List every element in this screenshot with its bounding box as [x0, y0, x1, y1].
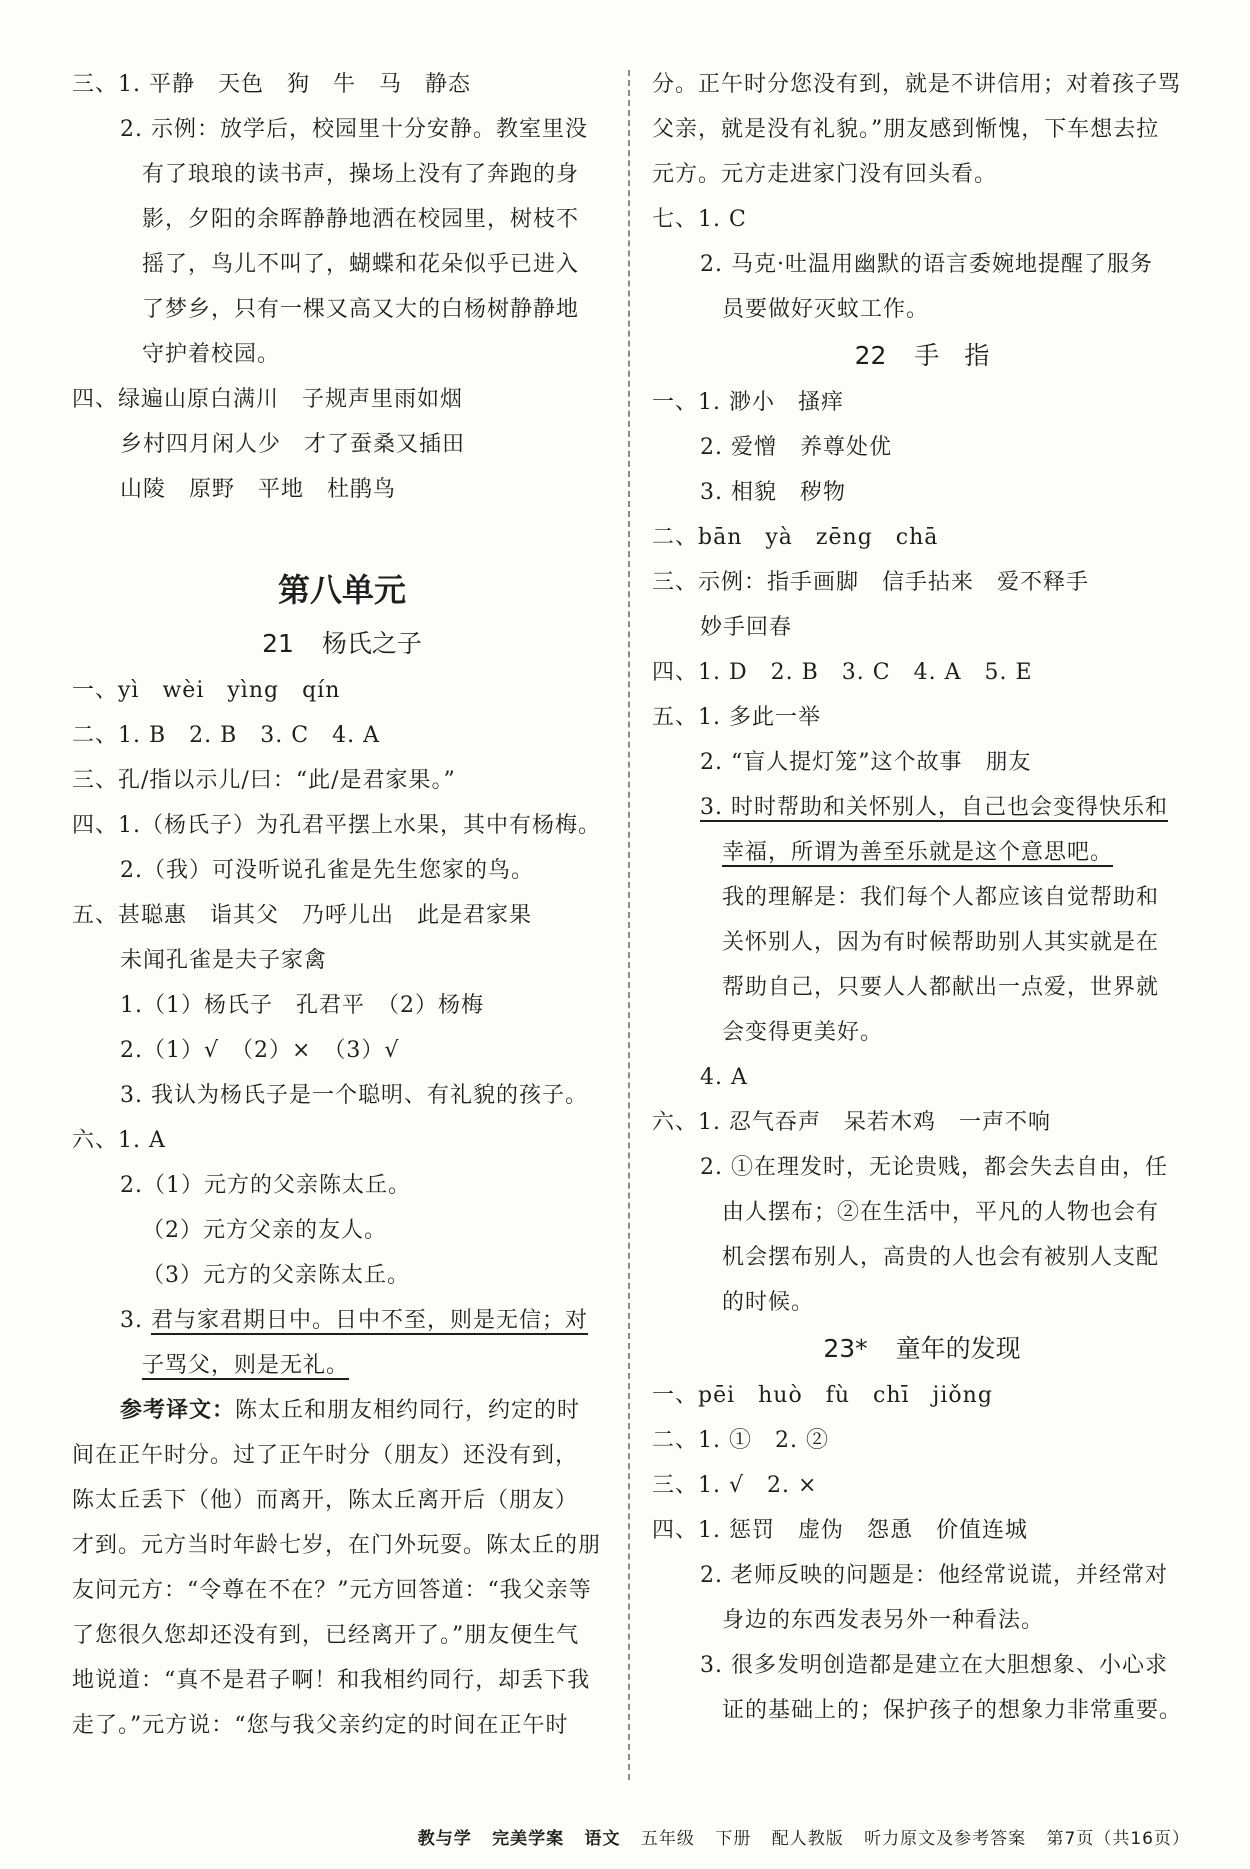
translation-line: 走了。”元方说：“您与我父亲约定的时间在正午时: [72, 1713, 569, 1738]
translation-line: 地说道：“真不是君子啊！和我相约同行，却丢下我: [72, 1668, 591, 1693]
answer-line: 2. 爱憎 养尊处优: [700, 435, 892, 460]
lesson-title: 手 指: [914, 341, 990, 370]
answer-line: 五、1. 多此一举: [652, 705, 821, 730]
lesson-number: 22: [854, 341, 887, 370]
answer-line: 的时候。: [722, 1290, 815, 1315]
lesson-title: 童年的发现: [895, 1334, 1021, 1363]
answer-line: 六、1. A: [72, 1128, 166, 1153]
answer-line: 2. ①在理发时，无论贵贱，都会失去自由，任: [700, 1155, 1168, 1180]
answer-line: 2.（1）元方的父亲陈太丘。: [120, 1173, 411, 1198]
answer-line: 1.（1）杨氏子 孔君平 （2）杨梅: [120, 993, 484, 1018]
answer-line: 四、1.（杨氏子）为孔君平摆上水果，其中有杨梅。: [72, 813, 601, 838]
answer-line: 四、1. 惩罚 虚伪 怨恿 价值连城: [652, 1518, 1028, 1543]
footer-edition: 配人教版: [771, 1829, 844, 1849]
answer-line: 七、1. C: [652, 207, 747, 232]
answer-line: 机会摆布别人，高贵的人也会有被别人支配: [722, 1245, 1160, 1270]
answer-line: 山陵 原野 平地 杜鹃鸟: [120, 477, 397, 502]
footer-section: 听力原文及参考答案: [864, 1829, 1027, 1849]
answer-line: 会变得更美好。: [722, 1020, 884, 1045]
answer-line: 员要做好灭蚊工作。: [722, 297, 930, 322]
answer-line: 五、甚聪惠 诣其父 乃呼儿出 此是君家果: [72, 903, 533, 928]
translation-line: 元方。元方走进家门没有回头看。: [652, 162, 998, 187]
lesson-heading: [652, 332, 1192, 380]
lesson-heading: [72, 620, 612, 668]
translation-label: 参考译文：: [120, 1397, 236, 1423]
answer-line: 我的理解是：我们每个人都应该自觉帮助和: [722, 885, 1160, 910]
answer-line: 影，夕阳的余晖静静地洒在校园里，树枝不: [142, 207, 580, 232]
answer-line: 2. “盲人提灯笼”这个故事 朋友: [700, 750, 1032, 775]
answer-line: 妙手回春: [700, 615, 793, 640]
underlined-answer: 幸福，所谓为善至乐就是这个意思吧。: [722, 840, 1114, 865]
lesson-title: 杨氏之子: [321, 629, 422, 658]
answer-line: 由人摆布；②在生活中，平凡的人物也会有: [722, 1200, 1160, 1225]
answer-line: 守护着校园。: [142, 342, 281, 367]
lesson-heading: [652, 1325, 1192, 1373]
answer-line: 3. 相貌 秽物: [700, 480, 846, 505]
answer-line: 2. 示例：放学后，校园里十分安静。教室里没: [120, 117, 588, 142]
answer-line: 四、绿遍山原白满川 子规声里雨如烟: [72, 387, 464, 412]
answer-line: 2. 老师反映的问题是：他经常说谎，并经常对: [700, 1563, 1168, 1588]
translation-line: [72, 1388, 612, 1433]
answer-line: 三、孔/指以示儿/曰：“此/是君家果。”: [72, 768, 456, 793]
answer-line: 3. 很多发明创造都是建立在大胆想象、小心求: [700, 1653, 1168, 1678]
answer-line: 有了琅琅的读书声，操场上没有了奔跑的身: [142, 162, 580, 187]
answer-line: 未闻孔雀是夫子家禽: [120, 948, 328, 973]
answer-line: （3）元方的父亲陈太丘。: [142, 1263, 410, 1288]
page-footer: [60, 1824, 1190, 1849]
translation-line: 分。正午时分您没有到，就是不讲信用；对着孩子骂: [652, 72, 1182, 97]
translation-line: 父亲，就是没有礼貌。”朋友感到惭愧，下车想去拉: [652, 117, 1160, 142]
translation-line: 了您很久您却还没有到，已经离开了。”朋友便生气: [72, 1623, 580, 1648]
answer-line: [652, 830, 1192, 875]
answer-line: 证的基础上的；保护孩子的想象力非常重要。: [722, 1698, 1183, 1723]
answer-line: 三、1. 平静 天色 狗 牛 马 静态: [72, 72, 471, 97]
answer-line: 4. A: [700, 1065, 748, 1090]
answer-line: 三、1. √ 2. ×: [652, 1473, 818, 1498]
answer-line: 二、1. ① 2. ②: [652, 1428, 829, 1453]
footer-volume: 下册: [715, 1829, 752, 1849]
lesson-number: 23*: [823, 1334, 868, 1363]
answer-line: 3. 君与家君期日中。日中不至，则是无信；对: [120, 1308, 588, 1333]
column-divider: [628, 70, 630, 1780]
answer-line: 关怀别人，因为有时候帮助别人其实就是在: [722, 930, 1160, 955]
translation-line: 陈太丘丢下（他）而离开，陈太丘离开后（朋友）: [72, 1488, 579, 1513]
page-number: 第7页（共16页）: [1046, 1829, 1190, 1849]
underlined-answer: 君与家君期日中。日中不至，则是无信；对: [150, 1308, 588, 1333]
answer-line: 身边的东西发表另外一种看法。: [722, 1608, 1045, 1633]
unit-title: 第八单元: [277, 571, 406, 609]
answer-line: 四、1. D 2. B 3. C 4. A 5. E: [652, 660, 1033, 685]
answer-line: 二、bān yà zēng chā: [652, 525, 939, 550]
underlined-answer: 3. 时时帮助和关怀别人，自己也会变得快乐和: [700, 795, 1168, 820]
translation-line: 友问元方：“令尊在不在？”元方回答道：“我父亲等: [72, 1578, 592, 1603]
answer-line: 六、1. 忍气吞声 呆若木鸡 一声不响: [652, 1110, 1051, 1135]
answer-line: 一、pēi huò fù chī jiǒng: [652, 1383, 993, 1408]
footer-subject: 语文: [584, 1829, 621, 1849]
answer-line: 摇了，鸟儿不叫了，蝴蝶和花朵似乎已进入: [142, 252, 580, 277]
answer-line: 帮助自己，只要人人都献出一点爱，世界就: [722, 975, 1160, 1000]
translation-text: 陈太丘和朋友相约同行，约定的时: [235, 1398, 581, 1423]
answer-line: 一、1. 渺小 搔痒: [652, 390, 844, 415]
answer-line: 3. 我认为杨氏子是一个聪明、有礼貌的孩子。: [120, 1083, 588, 1108]
footer-series: 完美学案: [492, 1829, 565, 1849]
translation-line: 间在正午时分。过了正午时分（朋友）还没有到，: [72, 1443, 579, 1468]
left-column: [72, 62, 612, 1748]
answer-line: 了梦乡，只有一棵又高又大的白杨树静静地: [142, 297, 580, 322]
answer-line: [72, 1343, 612, 1388]
footer-grade: 五年级: [640, 1829, 695, 1849]
translation-line: 才到。元方当时年龄七岁，在门外玩耍。陈太丘的朋: [72, 1533, 602, 1558]
answer-line: 2.（我）可没听说孔雀是先生您家的鸟。: [120, 858, 534, 883]
answer-line: 一、yì wèi yìng qín: [72, 678, 341, 703]
lesson-number: 21: [262, 629, 294, 658]
answer-line: [652, 785, 1192, 830]
answer-line: 2.（1）√ （2）× （3）√: [120, 1038, 400, 1063]
answer-line: 乡村四月闲人少 才了蚕桑又插田: [120, 432, 466, 457]
right-column: [652, 62, 1192, 1733]
answer-line: 三、示例：指手画脚 信手拈来 爱不释手: [652, 570, 1090, 595]
answer-line: 2. 马克·吐温用幽默的语言委婉地提醒了服务: [700, 252, 1153, 277]
answer-line: （2）元方父亲的友人。: [142, 1218, 387, 1243]
answer-line: 二、1. B 2. B 3. C 4. A: [72, 723, 380, 748]
underlined-answer: 子骂父，则是无礼。: [142, 1353, 350, 1378]
footer-book: 教与学: [417, 1829, 472, 1849]
